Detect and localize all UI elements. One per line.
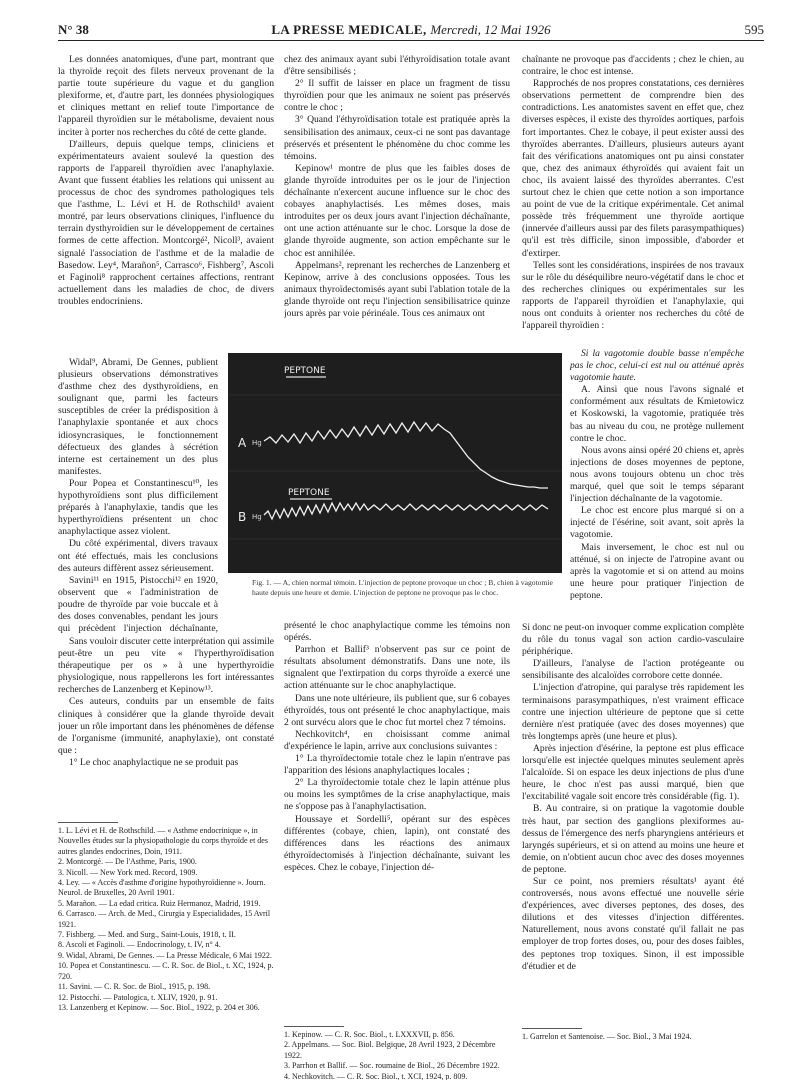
- paragraph: chaînante ne provoque pas d'accidents ; chez le chien, au contraire, le choc est intense.: [522, 54, 744, 78]
- issue-date: Mercredi, 12 Mai 1926: [430, 22, 551, 37]
- footnote: 2. Appelmans. — Soc. Biol. Belgique, 28 Avril 1923, 2 Décembre 1922.: [284, 1040, 496, 1060]
- issue-number: N° 38: [58, 22, 89, 37]
- page-number: 595: [744, 22, 764, 37]
- paragraph: chez des animaux ayant subi l'éthyroïdisation totale avant d'être sensibilisés ;: [284, 54, 510, 78]
- column-2: [284, 54, 510, 346]
- paragraph: 3° Quand l'éthyroïdisation totale est pratiquée après la sensibilisation des animaux, ceux-ci ne sont pas davantage préservés et présentent le phénomène du choc comme les témoins.: [284, 114, 510, 162]
- paragraph: B. Au contraire, si on pratique la vagotomie double très haut, par section des ganglions plexiformes au-dessus de l'émergence des nerfs pharyngiens antérieurs et laryngés supérieurs, et si on attend au moins une heure et demie, on n'obtient aucun choc avec des doses moyennes de peptone.: [522, 803, 744, 875]
- paragraph: Nous avons ainsi opéré 20 chiens et, après injections de doses moyennes de peptone, nous avons toujours obtenu un choc très marqué, quel que soit le temps séparant l'injection déchaînante de la vagotomie.: [570, 444, 744, 505]
- page-header: [58, 20, 764, 41]
- paragraph: Kepinow¹ montre de plus que les faibles doses de glande thyroïde introduites per os le jour de l'injection déchaînante n'exercent aucune influence sur le choc des cobayes anaphylactisés. Les mêmes doses, mais introduites per os deux jours avant l'injection déchaînante, ont une action atténuante sur le choc. Lorsque la dose de glande thyroïde augmente, son action empêchante sur le choc est annihilée.: [284, 162, 510, 259]
- footnote: 11. Savini. — C. R. Soc. de Biol., 1915, p. 198.: [58, 982, 211, 992]
- paragraph: A. Ainsi que nous l'avons signalé et conformément aux résultats de Kmietowicz et Koskowski, la vagotomie, pratiquée très bas au niveau du cou, ne protège nullement contre le choc.: [570, 384, 744, 444]
- paragraph: Sur ce point, nos premiers résultats¹ ayant été controversés, nous avons effectué une nouvelle série d'expériences, avec diverses peptones, des doses, des dilutions et des vitesses d'injection différentes. Naturellement, nous avons constaté qu'il fallait ne pas employer de trop fortes doses, ou, pour des doses faibles, des peptones trop toxiques. Sinon, il est impossible d'étudier et de: [522, 875, 744, 972]
- column-3-inset: [570, 348, 744, 632]
- paragraph: Dans une note ultérieure, ils publient que, sur 6 cobayes éthyroïdés, tous ont présenté le choc anaphylactique, mais 2 ont survécu alors que le choc fut mortel chez 7 témoins.: [284, 692, 510, 728]
- paragraph: Parrhon et Ballif³ n'observent pas sur ce point de résultats absolument démonstratifs. Dans une note, ils signalent que l'extirpation du corps thyroïde a exercé une action atténuante sur le choc anaphylactique.: [284, 644, 510, 692]
- footnote-rule-3: [522, 1028, 582, 1029]
- masthead: LA PRESSE MEDICALE, Mercredi, 12 Mai 1926: [271, 22, 551, 37]
- footnote: 1. L. Lévi et H. de Rothschild. — « Asthme endocrinique », in Nouvelles études sur la physiopathologie du corps thyroïde et des autres glandes endocrines, Doin, 1911.: [58, 826, 268, 856]
- paragraph: D'ailleurs, l'analyse de l'action protégeante ou sensibilisante des alcaloïdes corrobore cette donnée.: [522, 658, 744, 682]
- footnote: 3. Parrhon et Ballif. — Soc. roumaine de Biol., 26 Décembre 1922.: [284, 1061, 500, 1071]
- injection-label-a: PEPTONE: [284, 366, 326, 376]
- paragraph: Appelmans², reprenant les recherches de Lanzenberg et Kepinow, arrive à des conclusions opposées. Tous les animaux thyroïdectomisés ayant subi l'ablation totale de la glande thyroïde ont reçu l'injection sensibilisatrice quinze jours après par voie périnéale. Tous ces animaux ont: [284, 259, 510, 319]
- footnote: 9. Widal, Abrami, De Gennes. — La Presse Médicale, 6 Mai 1922.: [58, 950, 272, 960]
- footnote: 10. Popea et Constantinescu. — C. R. Soc. de Biol., t. XC, 1924, p. 720.: [58, 961, 274, 981]
- paragraph: Les données anatomiques, d'une part, montrant que la thyroïde reçoit des filets nerveux provenant de la partie toute supérieure du vague et du ganglion plexiforme, et, d'autre part, les données physiologiques et cliniques mettant en relief toute l'importance de l'appareil thyroïdien sur le métabolisme, devaient nous inciter à porter nos recherches du côté de cette glande.: [58, 54, 274, 138]
- paragraph: Si donc ne peut-on invoquer comme explication complète du rôle du tonus vagal son action cardio-vasculaire périphérique.: [522, 622, 744, 658]
- footnote: 1. Garrelon et Santenoise. — Soc. Biol., 3 Mai 1924.: [522, 1032, 692, 1041]
- trace-label-b: B: [238, 510, 247, 524]
- footnote: 4. Ley. — « Accès d'asthme d'origine hypothyroïdienne ». Journ. Neurol. de Bruxelles, 20 Avril 1901.: [58, 878, 266, 898]
- trace-unit-b: Hg: [252, 513, 262, 521]
- paragraph: Du côté expérimental, divers travaux ont été effectués, mais les conclusions des auteurs diffèrent assez sérieusement.: [58, 538, 218, 574]
- footnote: 3. Nicoll. — New York med. Record, 1909.: [58, 867, 198, 877]
- footnote: 4. Nechkovitch. — C. R. Soc. Biol., t. XCI, 1924, p. 809.: [284, 1071, 468, 1080]
- paragraph: D'ailleurs, depuis quelque temps, cliniciens et expérimentateurs avaient soulevé la question des rapports de l'appareil thyroïdien avec l'anaphylaxie. Avant que fussent établies les relations qui unissent au processus de choc des syndromes pathologiques tels que l'asthme, L. Lévi et H. de Rothschild¹ avaient montré, par leurs observations cliniques, l'influence du terrain dysthyroïdien sur le développement de certaines formes de cette affection. Montcorgé², Nicoll³, avaient signalé l'association de l'asthme et de la maladie de Basedow. Ley⁴, Marañon⁵, Carrasco⁶, Fishberg⁷, Ascoli et Faginoli⁸ rapprochent certaines affections, rentrant actuellement dans les maladies de choc, de divers troubles endocriniens.: [58, 138, 274, 307]
- paragraph: présenté le choc anaphylactique comme les témoins non opérés.: [284, 620, 510, 644]
- paragraph: Telles sont les considérations, inspirées de nos travaux sur le rôle du déséquilibre neuro-végétatif dans le choc et des recherches cliniques ou expérimentales sur les rapports de l'appareil thyroïdien et l'anaphylaxie, qui nous ont conduits à orienter nos recherches du côté de l'appareil thyroïdien :: [522, 259, 744, 332]
- paragraph: Houssaye et Sordelli⁵, opérant sur des espèces différentes (cobaye, chien, lapin), ont constaté des différences dans les réactions des animaux éthyroïdectomisés à l'injection déchaînante, suivant les espèces. Chez le cobaye, l'injection dé-: [284, 813, 510, 873]
- footnote: 7. Fishberg. — Med. and Surg., Saint-Louis, 1918, t. II.: [58, 930, 236, 940]
- paragraph: Si la vagotomie double basse n'empêche pas le choc, celui-ci est nul ou atténué après vagotomie haute.: [570, 348, 744, 384]
- column-3: [522, 54, 744, 348]
- paragraph: Savini¹¹ en 1915, Pistocchi¹² en 1920, observent que « l'administration de poudre de thyroïde par voie buccale et à des doses convenables, pendant les jours qui précèdent l'injection déchaînante,: [58, 574, 218, 635]
- paragraph: 2° La thyroïdectomie totale chez le lapin atténue plus ou moins les symptômes de la crise anaphylactique, mais ne s'oppose pas à l'anaphylactisation.: [284, 777, 510, 813]
- paragraph: Mais inversement, le choc est nul ou atténué, si on injecte de l'atropine avant ou après la vagotomie et si on attend au moins une heure pour pratiquer l'injection de peptone.: [570, 541, 744, 601]
- footnote: 5. Marañon. — La edad critica. Ruiz Hermanoz, Madrid, 1919.: [58, 898, 261, 908]
- footnote: 13. Lanzenberg et Kepinow. — Soc. Biol., 1922, p. 204 et 306.: [58, 1002, 260, 1012]
- footnote-rule-1: [58, 822, 118, 823]
- footnote: 2. Montcorgé. — De l'Asthme, Paris, 1900.: [58, 857, 197, 867]
- column-1-bottom: [58, 636, 274, 822]
- pressure-tracings: [228, 353, 562, 573]
- footnote: 1. Kepinow. — C. R. Soc. Biol., t. LXXXVII, p. 856.: [284, 1030, 455, 1039]
- paragraph: 1° La thyroïdectomie totale chez le lapin n'entrave pas l'apparition des lésions anaphylactiques locales ;: [284, 753, 510, 777]
- footnotes-col-3: [522, 1032, 744, 1056]
- footnote: 12. Pistocchi. — Patologica, t. XLIV, 1920, p. 91.: [58, 992, 218, 1002]
- paragraph: Nechkovitch⁴, en choisissant comme animal d'expérience le lapin, arrive aux conclusions suivantes :: [284, 728, 510, 752]
- paragraph: Rapprochés de nos propres constatations, ces dernières observations permettent de comprendre bien des contradictions. Les anatomistes savent en effet que, chez diverses espèces, il existe des thyroïdes aortiques, parfois fort importantes. Chez le cobaye, il peut exister aussi des thyroïdes aberrantes. D'ailleurs, plusieurs auteurs ayant fait des vérifications anatomiques ont pu ainsi constater que, chez des animaux éthyroïdés qui avaient fait un choc, ils avaient laissé des thyroïdes aberrantes. C'est surtout chez le chien que cette notion a son importance au point de vue de la critique expérimentale. Cet animal possède très fréquemment une thyroïde aortique (innervée d'ailleurs aussi par des filets parasympathiques) qu'il est très difficile, sinon impossible, d'aborder et d'extirper.: [522, 78, 744, 259]
- footnote-rule-2: [284, 1026, 344, 1027]
- paragraph: L'injection d'atropine, qui paralyse très rapidement les terminaisons parasympathiques, n'est vraiment efficace contre une injection ultérieure de peptone que si cette dernière n'est pratiquée (avec des doses moyennes) que très longtemps après (une heure et plus).: [522, 682, 744, 742]
- paragraph: Après injection d'ésérine, la peptone est plus efficace lorsqu'elle est injectée quelques minutes seulement après l'alcaloïde. Si on espace les deux injections de plus d'une heure, le choc n'est pas aussi marqué, bien que l'excitabilité vagale soit encore très considérable (fig. 1).: [522, 742, 744, 803]
- column-2-lower: [284, 620, 510, 1024]
- footnote: 6. Carrasco. — Arch. de Med., Cirurgia y Especialidades, 15 Avril 1921.: [58, 909, 271, 929]
- paragraph: Widal⁹, Abrami, De Gennes, publient plusieurs observations démonstratives d'asthme chez des dysthyroïdiens, en soulignant que, parmi les facteurs susceptibles de créer la prédisposition à l'anaphylaxie spontanée et aux chocs idiosyncrasiques, le fonctionnement défectueux des glandes à sécrétion interne est certainement un des plus manifestes.: [58, 357, 218, 477]
- figure-1: [228, 353, 562, 573]
- footnotes-col-2: [284, 1030, 510, 1080]
- paragraph: 1° Le choc anaphylactique ne se produit pas: [69, 756, 239, 768]
- footnote: 8. Ascoli et Faginoli. — Endocrinology, t. IV, n° 4.: [58, 940, 221, 950]
- trace-label-a: A: [238, 436, 247, 450]
- paragraph: Sans vouloir discuter cette interprétation qui assimile peut-être un peu vite « l'hyperthyroïdisation thérapeutique per os » à une hyperthyroïdie physiologique, nous rappellerons les fort intéressantes recherches de Lanzenberg et Kepinow¹³.: [58, 636, 274, 696]
- paragraph: Le choc est encore plus marqué si on a injecté de l'ésérine, soit avant, soit après la vagotomie.: [570, 505, 744, 541]
- paragraph: Pour Popea et Constantinescu¹⁰, les hypothyroïdiens sont plus difficilement préparés à l'anaphylaxie, tandis que les hyperthyroïdiens présentent un choc anaphylactique assez violent.: [58, 477, 218, 538]
- figure-caption: Fig. 1. — A, chien normal témoin. L'injection de peptone provoque un choc ; B, chien à vagotomie haute depuis une heure et demie. L'injection de peptone ne provoque pas le choc.: [252, 578, 553, 597]
- paragraph: Ces auteurs, conduits par un ensemble de faits cliniques à considérer que la glande thyroïde devait jouer un rôle important dans les phénomènes de défense de l'organisme (immunité, anaphylaxie), ont constaté que :: [58, 696, 274, 756]
- column-1-lower: [58, 357, 218, 635]
- footnotes-col-1: [58, 826, 274, 1070]
- paragraph: 2° Il suffit de laisser en place un fragment de tissu thyroïdien pour que les animaux ne soient pas préservés contre le choc ;: [284, 78, 510, 114]
- injection-label-b: PEPTONE: [288, 488, 330, 498]
- trace-unit-a: Hg: [252, 439, 262, 447]
- column-3-lower: [522, 622, 744, 1024]
